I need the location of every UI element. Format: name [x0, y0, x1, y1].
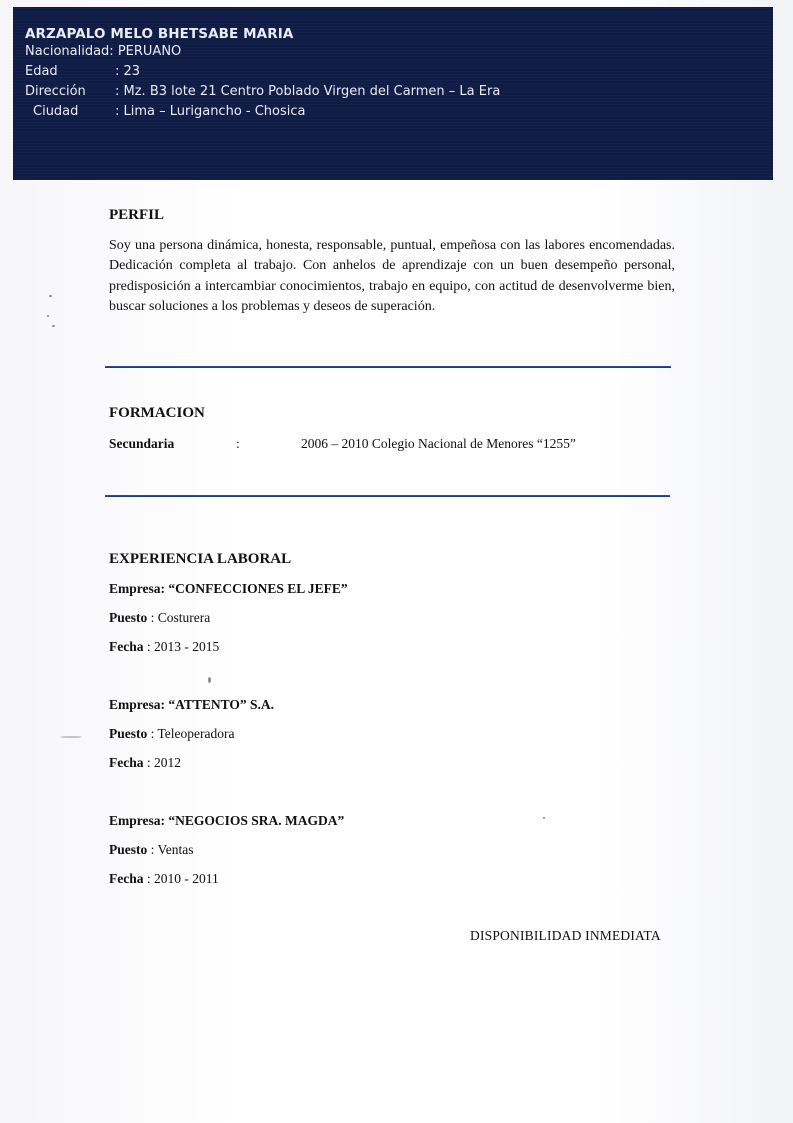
date-value: : 2012	[143, 755, 182, 770]
city-label: Ciudad	[33, 104, 79, 119]
education-colon: :	[236, 436, 240, 451]
scan-speck	[47, 315, 49, 317]
nationality-value: PERUANO	[117, 44, 182, 59]
date-value: : 2013 - 2015	[143, 639, 220, 654]
job-company-row	[109, 581, 348, 597]
address-value: : Mz. B3 lote 21 Centro Poblado Virgen del Carmen – La Era	[115, 84, 501, 99]
nationality-row	[25, 44, 181, 59]
education-title: FORMACION	[109, 405, 205, 421]
age-row	[25, 64, 140, 79]
job-position-row	[109, 726, 235, 742]
job-company-row	[109, 697, 274, 713]
age-label: Edad	[25, 64, 58, 79]
position-label: Puesto	[109, 610, 148, 625]
scan-speck	[49, 295, 52, 297]
date-label: Fecha	[109, 639, 144, 654]
job-company-row	[109, 813, 344, 829]
address-row	[25, 84, 500, 99]
divider	[105, 366, 671, 368]
company-name: “ATTENTO” S.A.	[165, 697, 275, 712]
availability-note: DISPONIBILIDAD INMEDIATA	[470, 928, 661, 943]
company-label: Empresa:	[109, 697, 165, 712]
position-value: : Ventas	[147, 842, 194, 857]
scan-speck	[208, 677, 211, 683]
position-value: : Costurera	[147, 610, 211, 625]
job-date-row	[109, 639, 219, 655]
job-position-row	[109, 610, 210, 626]
experience-title: EXPERIENCIA LABORAL	[109, 551, 292, 567]
nationality-label: Nacionalidad:	[25, 44, 114, 59]
date-label: Fecha	[109, 871, 144, 886]
city-value: : Lima – Lurigancho - Chosica	[115, 104, 306, 119]
divider	[105, 495, 670, 497]
scan-speck	[60, 736, 82, 738]
education-level: Secundaria	[109, 436, 175, 451]
profile-text: Soy una persona dinámica, honesta, responsable, puntual, empeñosa con las labores encomendadas. Dedicación completa al trabajo. Con anhelos de aprendizaje con un buen desempeño personal, predisposición a intercambiar conocimientos, trabajo en equipo, con actitud de desenvolverme bien, buscar soluciones a los problemas y deseos de superación.	[109, 238, 675, 314]
job-date-row	[109, 755, 181, 771]
education-detail: 2006 – 2010 Colegio Nacional de Menores “1255”	[301, 436, 576, 451]
age-value: : 23	[115, 64, 141, 79]
profile-title: PERFIL	[109, 207, 165, 223]
company-name: “CONFECCIONES EL JEFE”	[165, 581, 348, 596]
company-label: Empresa:	[109, 581, 165, 596]
company-name: “NEGOCIOS SRA. MAGDA”	[165, 813, 345, 828]
date-label: Fecha	[109, 755, 144, 770]
job-date-row	[109, 871, 219, 887]
city-row	[25, 104, 306, 119]
job-position-row	[109, 842, 194, 858]
position-value: : Teleoperadora	[147, 726, 235, 741]
address-label: Dirección	[25, 84, 86, 99]
candidate-name: ARZAPALO MELO BHETSABE MARIA	[25, 26, 294, 42]
education-row	[109, 436, 576, 452]
scan-speck	[543, 817, 545, 819]
position-label: Puesto	[109, 842, 148, 857]
company-label: Empresa:	[109, 813, 165, 828]
position-label: Puesto	[109, 726, 148, 741]
scan-speck	[52, 325, 55, 327]
date-value: : 2010 - 2011	[143, 871, 219, 886]
header-banner	[13, 7, 773, 180]
